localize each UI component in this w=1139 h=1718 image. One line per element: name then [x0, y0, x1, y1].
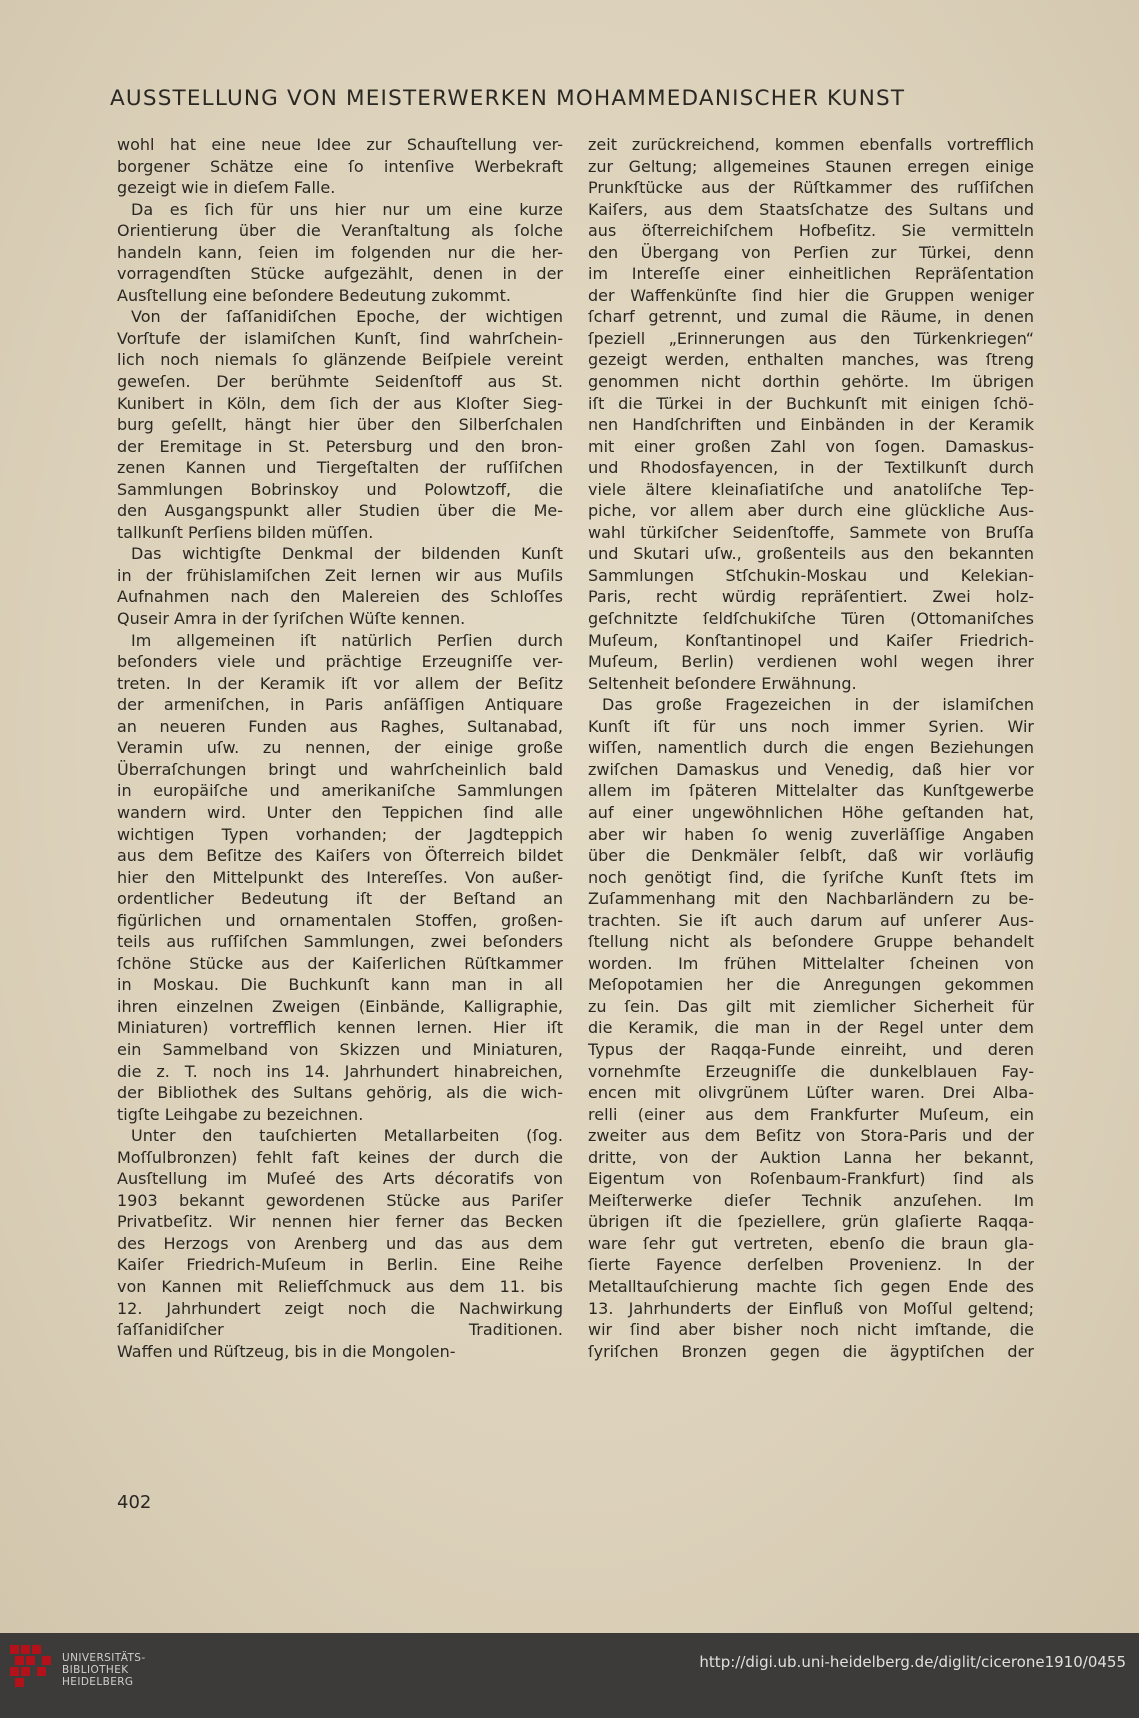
text-line: auf einer ungewöhnlichen Höhe geſtanden hat,: [588, 802, 1034, 822]
text-line: Kunibert in Köln, dem ſich der aus Kloſter Sieg-: [117, 393, 563, 413]
page-number: 402: [117, 1492, 152, 1513]
text-line: Prunkſtücke aus der Rüſtkammer des ruſſiſchen: [588, 178, 1034, 198]
text-line: Da es ſich für uns hier nur um eine kurze: [131, 199, 563, 219]
text-line: den Übergang von Perſien zur Türkei, denn: [588, 242, 1034, 262]
text-line: burg geſellt, hängt hier über den Silberſchalen: [117, 415, 563, 435]
left-text-column: [117, 134, 563, 1362]
text-line: ſyriſchen Bronzen gegen die ägyptiſchen der: [588, 1341, 1034, 1361]
text-line: Sammlungen Stſchukin-Moskau und Kelekian-: [588, 565, 1034, 585]
text-line: der armeniſchen, in Paris anſäſſigen Antiquare: [117, 695, 563, 715]
text-line: wohl hat eine neue Idee zur Schauſtellung ver-: [117, 135, 563, 154]
text-line: gezeigt wie in dieſem Falle.: [117, 178, 336, 198]
text-line: mit einer großen Zahl von ſogen. Damaskus-: [588, 436, 1034, 456]
text-line: wichtigen Typen vorhanden; der Jagdteppich: [117, 824, 563, 844]
text-line: geweſen. Der berühmte Seidenſtoff aus St.: [117, 372, 563, 392]
text-line: ordentlicher Bedeutung iſt der Beſtand an: [117, 889, 563, 909]
text-line: Waffen und Rüſtzeug, bis in die Mongolen-: [117, 1341, 456, 1361]
text-line: der Bibliothek des Sultans gehörig, als die wich-: [117, 1083, 563, 1103]
text-line: in europäiſche und amerikaniſche Sammlungen: [117, 781, 563, 801]
text-line: zeit zurückreichend, kommen ebenfalls vortrefflich: [588, 135, 1034, 154]
right-text-column: [588, 134, 1034, 1362]
text-line: Kunſt iſt für uns noch immer Syrien. Wir: [588, 716, 1034, 736]
text-line: encen mit olivgrünem Lüſter waren. Drei Alba-: [588, 1083, 1034, 1103]
text-line: gezeigt werden, enthalten manches, was ſtreng: [588, 350, 1034, 370]
text-line: Ausſtellung eine beſondere Bedeutung zukommt.: [117, 285, 511, 305]
text-line: aus öſterreichiſchem Hofbeſitz. Sie vermitteln: [588, 221, 1034, 241]
text-line: hier den Mittelpunkt des Intereſſes. Von außer-: [117, 867, 563, 887]
text-line: Muſeum, Berlin) verdienen wohl wegen ihrer: [588, 652, 1034, 672]
text-line: allem im ſpäteren Mittelalter das Kunſtgewerbe: [588, 781, 1034, 801]
text-line: Quseir Amra in der ſyriſchen Wüſte kennen.: [117, 609, 466, 629]
text-line: zur Geltung; allgemeines Staunen erregen einige: [588, 156, 1034, 176]
text-line: aber wir haben ſo wenig zuverläſſige Angaben: [588, 824, 1034, 844]
text-line: Moſſulbronzen) fehlt faſt keines der durch die: [117, 1147, 563, 1167]
text-line: ihren einzelnen Zweigen (Einbände, Kalligraphie,: [117, 996, 563, 1016]
text-line: von Kannen mit Reliefſchmuck aus dem 11. bis: [117, 1276, 563, 1296]
text-line: relli (einer aus dem Frankfurter Muſeum, ein: [588, 1104, 1034, 1124]
text-line: ſpeziell „Erinnerungen aus den Türkenkriegen“: [588, 328, 1034, 348]
text-line: treten. In der Keramik iſt vor allem der Beſitz: [117, 673, 563, 693]
text-line: tigſte Leihgabe zu bezeichnen.: [117, 1104, 364, 1124]
text-line: Eigentum von Roſenbaum-Frankfurt) ſind als: [588, 1169, 1034, 1189]
text-line: Veramin uſw. zu nennen, der einige große: [117, 738, 563, 758]
text-line: viele ältere kleinaſiatiſche und anatoliſche Tep-: [588, 479, 1034, 499]
text-line: des Herzogs von Arenberg und das aus dem: [117, 1233, 563, 1253]
text-line: lich noch niemals ſo glänzende Beiſpiele vereint: [117, 350, 563, 370]
text-line: ſaſſanidiſcher Traditionen.: [117, 1320, 563, 1340]
text-line: Muſeum, Konſtantinopel und Kaiſer Friedrich-: [588, 630, 1034, 650]
text-line: übrigen iſt die ſpeziellere, grün glaſierte Raqqa-: [588, 1212, 1034, 1232]
text-line: 1903 bekannt gewordenen Stücke aus Pariſer: [117, 1190, 563, 1210]
text-line: ſchöne Stücke aus der Kaiſerlichen Rüſtkammer: [117, 953, 563, 973]
text-line: tallkunſt Perſiens bilden müſſen.: [117, 522, 374, 542]
text-line: in der frühislamiſchen Zeit lernen wir aus Muſils: [117, 565, 563, 585]
text-line: wiſſen, namentlich durch die engen Beziehungen: [588, 738, 1034, 758]
text-line: ſcharf getrennt, und zumal die Räume, in denen: [588, 307, 1034, 327]
text-line: Vorſtufe der islamiſchen Kunſt, ſind wahrſchein-: [117, 328, 563, 348]
text-line: vornehmſte Erzeugniſſe die dunkelblauen Fay-: [588, 1061, 1034, 1081]
library-name: [62, 1652, 146, 1688]
text-line: noch genötigt ſind, die ſyriſche Kunſt ſtets im: [588, 867, 1034, 887]
text-line: der Eremitage in St. Petersburg und den bron-: [117, 436, 563, 456]
text-line: über die Denkmäler ſelbſt, daß wir vorläufig: [588, 846, 1034, 866]
text-line: und Rhodosfayencen, in der Textilkunſt durch: [588, 458, 1034, 478]
text-line: worden. Im frühen Mittelalter ſcheinen von: [588, 953, 1034, 973]
text-line: ſierte Fayence derſelben Provenienz. In der: [588, 1255, 1034, 1275]
text-line: Meſopotamien her die Anregungen gekommen: [588, 975, 1034, 995]
text-line: die Keramik, die man in der Regel unter dem: [588, 1018, 1034, 1038]
text-line: Sammlungen Bobrinskoy und Polowtzoff, die: [117, 479, 563, 499]
running-header: AUSSTELLUNG VON MEISTERWERKEN MOHAMMEDANISCHER KUNST: [110, 86, 906, 111]
text-line: ſtellung nicht als beſondere Gruppe behandelt: [588, 932, 1034, 952]
text-line: Zuſammenhang mit den Nachbarländern zu be-: [588, 889, 1034, 909]
text-line: nen Handſchriften und Einbänden in der Keramik: [588, 415, 1034, 435]
text-line: in Moskau. Die Buchkunſt kann man in all: [117, 975, 563, 995]
text-line: wandern wird. Unter den Teppichen ſind alle: [117, 802, 563, 822]
text-line: borgener Schätze eine ſo intenſive Werbekraft: [117, 156, 563, 176]
text-line: ware ſehr gut vertreten, ebenſo die braun gla-: [588, 1233, 1034, 1253]
text-line: 12. Jahrhundert zeigt noch die Nachwirkung: [117, 1298, 563, 1318]
text-line: an neueren Funden aus Raghes, Sultanabad,: [117, 716, 563, 736]
text-line: Aufnahmen nach den Malereien des Schloſſes: [117, 587, 563, 607]
text-line: trachten. Sie iſt auch darum auf unſerer Aus-: [588, 910, 1034, 930]
library-name-line: UNIVERSITÄTS-: [62, 1652, 146, 1664]
text-line: Unter den tauſchierten Metallarbeiten (ſog.: [131, 1126, 563, 1146]
footer-bar: [0, 1633, 1139, 1718]
text-line: vorragendſten Stücke aufgezählt, denen in der: [117, 264, 563, 284]
text-line: 13. Jahrhunderts der Einfluß von Moſſul geltend;: [588, 1298, 1034, 1318]
text-line: Das wichtigſte Denkmal der bildenden Kunſt: [131, 544, 563, 564]
text-line: piche, vor allem aber durch eine glückliche Aus-: [588, 501, 1034, 521]
text-line: handeln kann, ſeien im folgenden nur die her-: [117, 242, 563, 262]
text-line: teils aus ruſſiſchen Sammlungen, zwei beſonders: [117, 932, 563, 952]
text-line: Typus der Raqqa-Funde einreiht, und deren: [588, 1039, 1034, 1059]
text-line: die z. T. noch ins 14. Jahrhundert hinabreichen,: [117, 1061, 563, 1081]
text-line: Das große Fragezeichen in der islamiſchen: [602, 695, 1034, 715]
text-line: figürlichen und ornamentalen Stoffen, großen-: [117, 910, 563, 930]
text-line: genommen nicht dorthin gehörte. Im übrigen: [588, 372, 1034, 392]
text-line: und Skutari uſw., großenteils aus den bekannten: [588, 544, 1034, 564]
text-line: Ausſtellung im Muſeé des Arts décoratifs von: [117, 1169, 563, 1189]
text-line: Meiſterwerke dieſer Technik anzuſehen. Im: [588, 1190, 1034, 1210]
text-line: Seltenheit beſondere Erwähnung.: [588, 673, 857, 693]
text-line: Miniaturen) vortrefflich kennen lernen. Hier iſt: [117, 1018, 563, 1038]
text-line: Orientierung über die Veranſtaltung als ſolche: [117, 221, 563, 241]
text-line: der Waffenkünſte ſind hier die Gruppen weniger: [588, 285, 1034, 305]
source-url-link[interactable]: http://digi.ub.uni-heidelberg.de/diglit/cicerone1910/0455: [699, 1653, 1126, 1671]
university-library-logo-icon: [10, 1645, 52, 1689]
text-line: aus dem Beſitze des Kaiſers von Öſterreich bildet: [117, 846, 563, 866]
text-line: Privatbeſitz. Wir nennen hier ferner das Becken: [117, 1212, 563, 1232]
text-line: zu ſein. Das gilt mit ziemlicher Sicherheit für: [588, 996, 1034, 1016]
text-line: Im allgemeinen iſt natürlich Perſien durch: [131, 630, 563, 650]
text-line: iſt die Türkei in der Buchkunſt mit einigen ſchö-: [588, 393, 1034, 413]
text-line: zenen Kannen und Tiergeſtalten der ruſſiſchen: [117, 458, 563, 478]
text-line: im Intereſſe einer einheitlichen Repräſentation: [588, 264, 1034, 284]
text-line: Metalltauſchierung machte ſich gegen Ende des: [588, 1276, 1034, 1296]
library-name-line: BIBLIOTHEK: [62, 1664, 129, 1676]
text-line: ein Sammelband von Skizzen und Miniaturen,: [117, 1039, 563, 1059]
text-line: zwiſchen Damaskus und Venedig, daß hier vor: [588, 759, 1034, 779]
text-line: zweiter aus dem Beſitz von Stora-Paris und der: [588, 1126, 1034, 1146]
text-line: Überraſchungen bringt und wahrſcheinlich bald: [117, 759, 563, 779]
text-line: wir ſind aber bisher noch nicht imſtande, die: [588, 1320, 1034, 1340]
text-line: Paris, recht würdig repräſentiert. Zwei holz-: [588, 587, 1034, 607]
text-line: dritte, von der Auktion Lanna her bekannt,: [588, 1147, 1034, 1167]
text-line: wahl türkiſcher Seidenſtoffe, Sammete von Bruſſa: [588, 522, 1034, 542]
text-line: den Ausgangspunkt aller Studien über die Me-: [117, 501, 563, 521]
text-line: Kaiſers, aus dem Staatsſchatze des Sultans und: [588, 199, 1034, 219]
text-line: geſchnitzte ſeldſchukiſche Türen (Ottomaniſches: [588, 609, 1034, 629]
text-line: beſonders viele und prächtige Erzeugniſſe ver-: [117, 652, 563, 672]
library-name-line: HEIDELBERG: [62, 1676, 134, 1688]
text-line: Von der ſaſſanidiſchen Epoche, der wichtigen: [131, 307, 563, 327]
text-line: Kaiſer Friedrich-Muſeum in Berlin. Eine Reihe: [117, 1255, 563, 1275]
